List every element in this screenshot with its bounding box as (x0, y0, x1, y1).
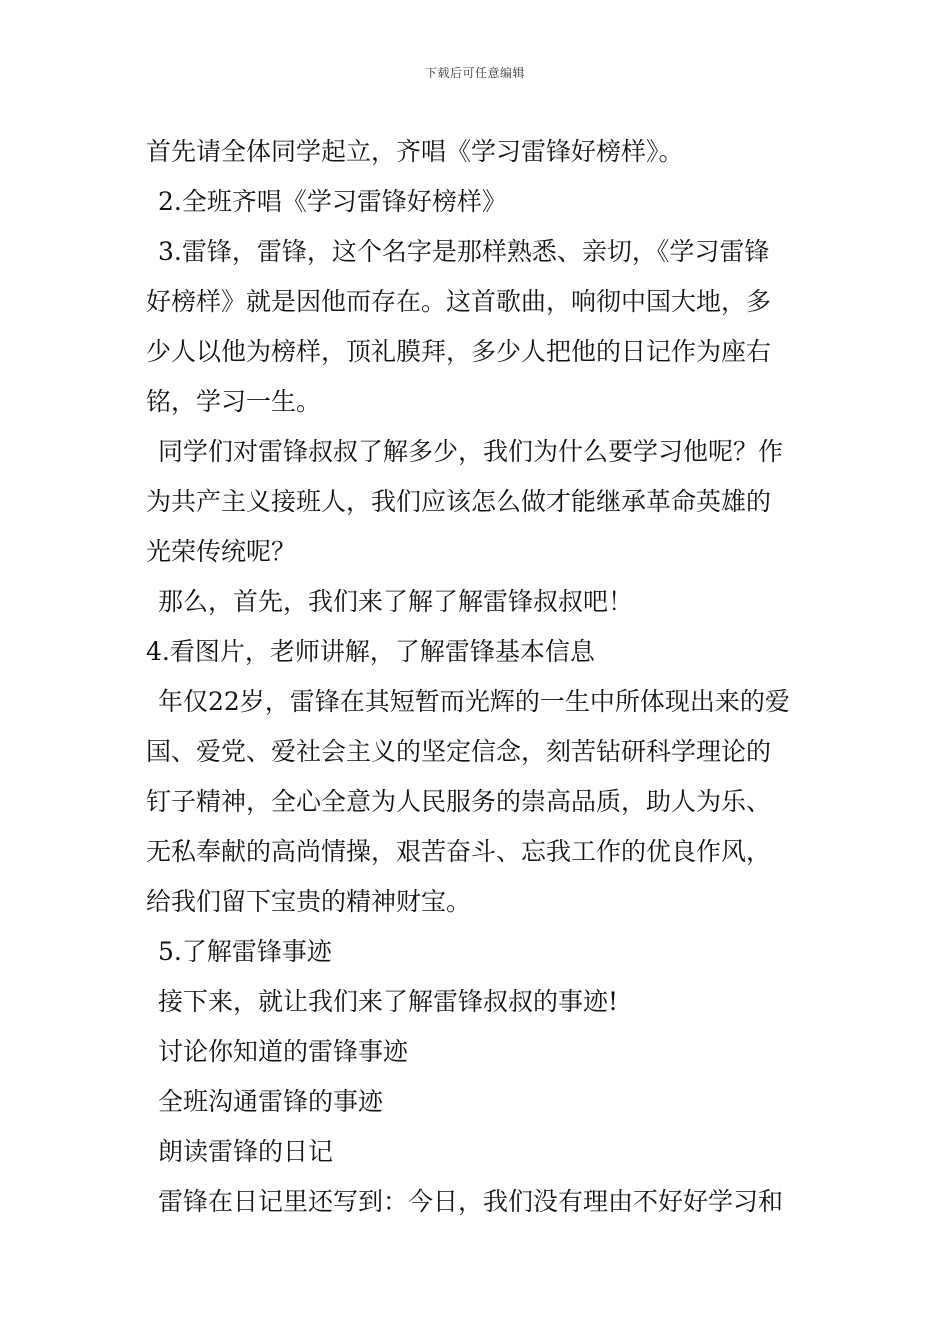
text-line: 无私奉献的高尚情操，艰苦奋斗、忘我工作的优良作风， (146, 837, 772, 866)
text-line: 少人以他为榜样，顶礼膜拜，多少人把他的日记作为座右 (146, 337, 772, 366)
text-line: 3.雷锋，雷锋，这个名字是那样熟悉、亲切，《学习雷锋 (158, 237, 770, 266)
text-line: 5.了解雷锋事迹 (158, 937, 332, 966)
text-line: 为共产主义接班人，我们应该怎么做才能继承革命英雄的 (146, 487, 772, 516)
text-line: 4.看图片，老师讲解，了解雷锋基本信息 (146, 637, 595, 666)
text-line: 钉子精神，全心全意为人民服务的崇高品质，助人为乐、 (146, 787, 772, 816)
text-line: 光荣传统呢？ (146, 537, 297, 566)
text-line: 那么，首先，我们来了解了解雷锋叔叔吧！ (158, 587, 634, 616)
text-line: 首先请全体同学起立，齐唱《学习雷锋好榜样》。 (146, 137, 684, 166)
page-header: 下载后可任意编辑 (424, 66, 525, 80)
text-line: 朗读雷锋的日记 (158, 1137, 334, 1166)
text-line: 2.全班齐唱《学习雷锋好榜样》 (158, 187, 507, 216)
text-line: 给我们留下宝贵的精神财宝。 (146, 887, 472, 916)
text-line: 铭，学习一生。 (146, 387, 322, 416)
text-line: 雷锋在日记里还写到：今日，我们没有理由不好好学习和 (158, 1187, 784, 1216)
text-line: 讨论你知道的雷锋事迹 (158, 1037, 409, 1066)
text-line: 好榜样》就是因他而存在。这首歌曲，响彻中国大地，多 (146, 287, 772, 316)
text-line: 全班沟通雷锋的事迹 (158, 1087, 384, 1116)
text-line: 年仅22岁，雷锋在其短暂而光辉的一生中所体现出来的爱 (158, 687, 790, 716)
text-line: 接下来，就让我们来了解雷锋叔叔的事迹! (158, 987, 619, 1016)
text-line: 国、爱党、爱社会主义的坚定信念，刻苦钻研科学理论的 (146, 737, 772, 766)
text-line: 同学们对雷锋叔叔了解多少，我们为什么要学习他呢？作 (158, 437, 784, 466)
document-body (146, 127, 818, 1227)
